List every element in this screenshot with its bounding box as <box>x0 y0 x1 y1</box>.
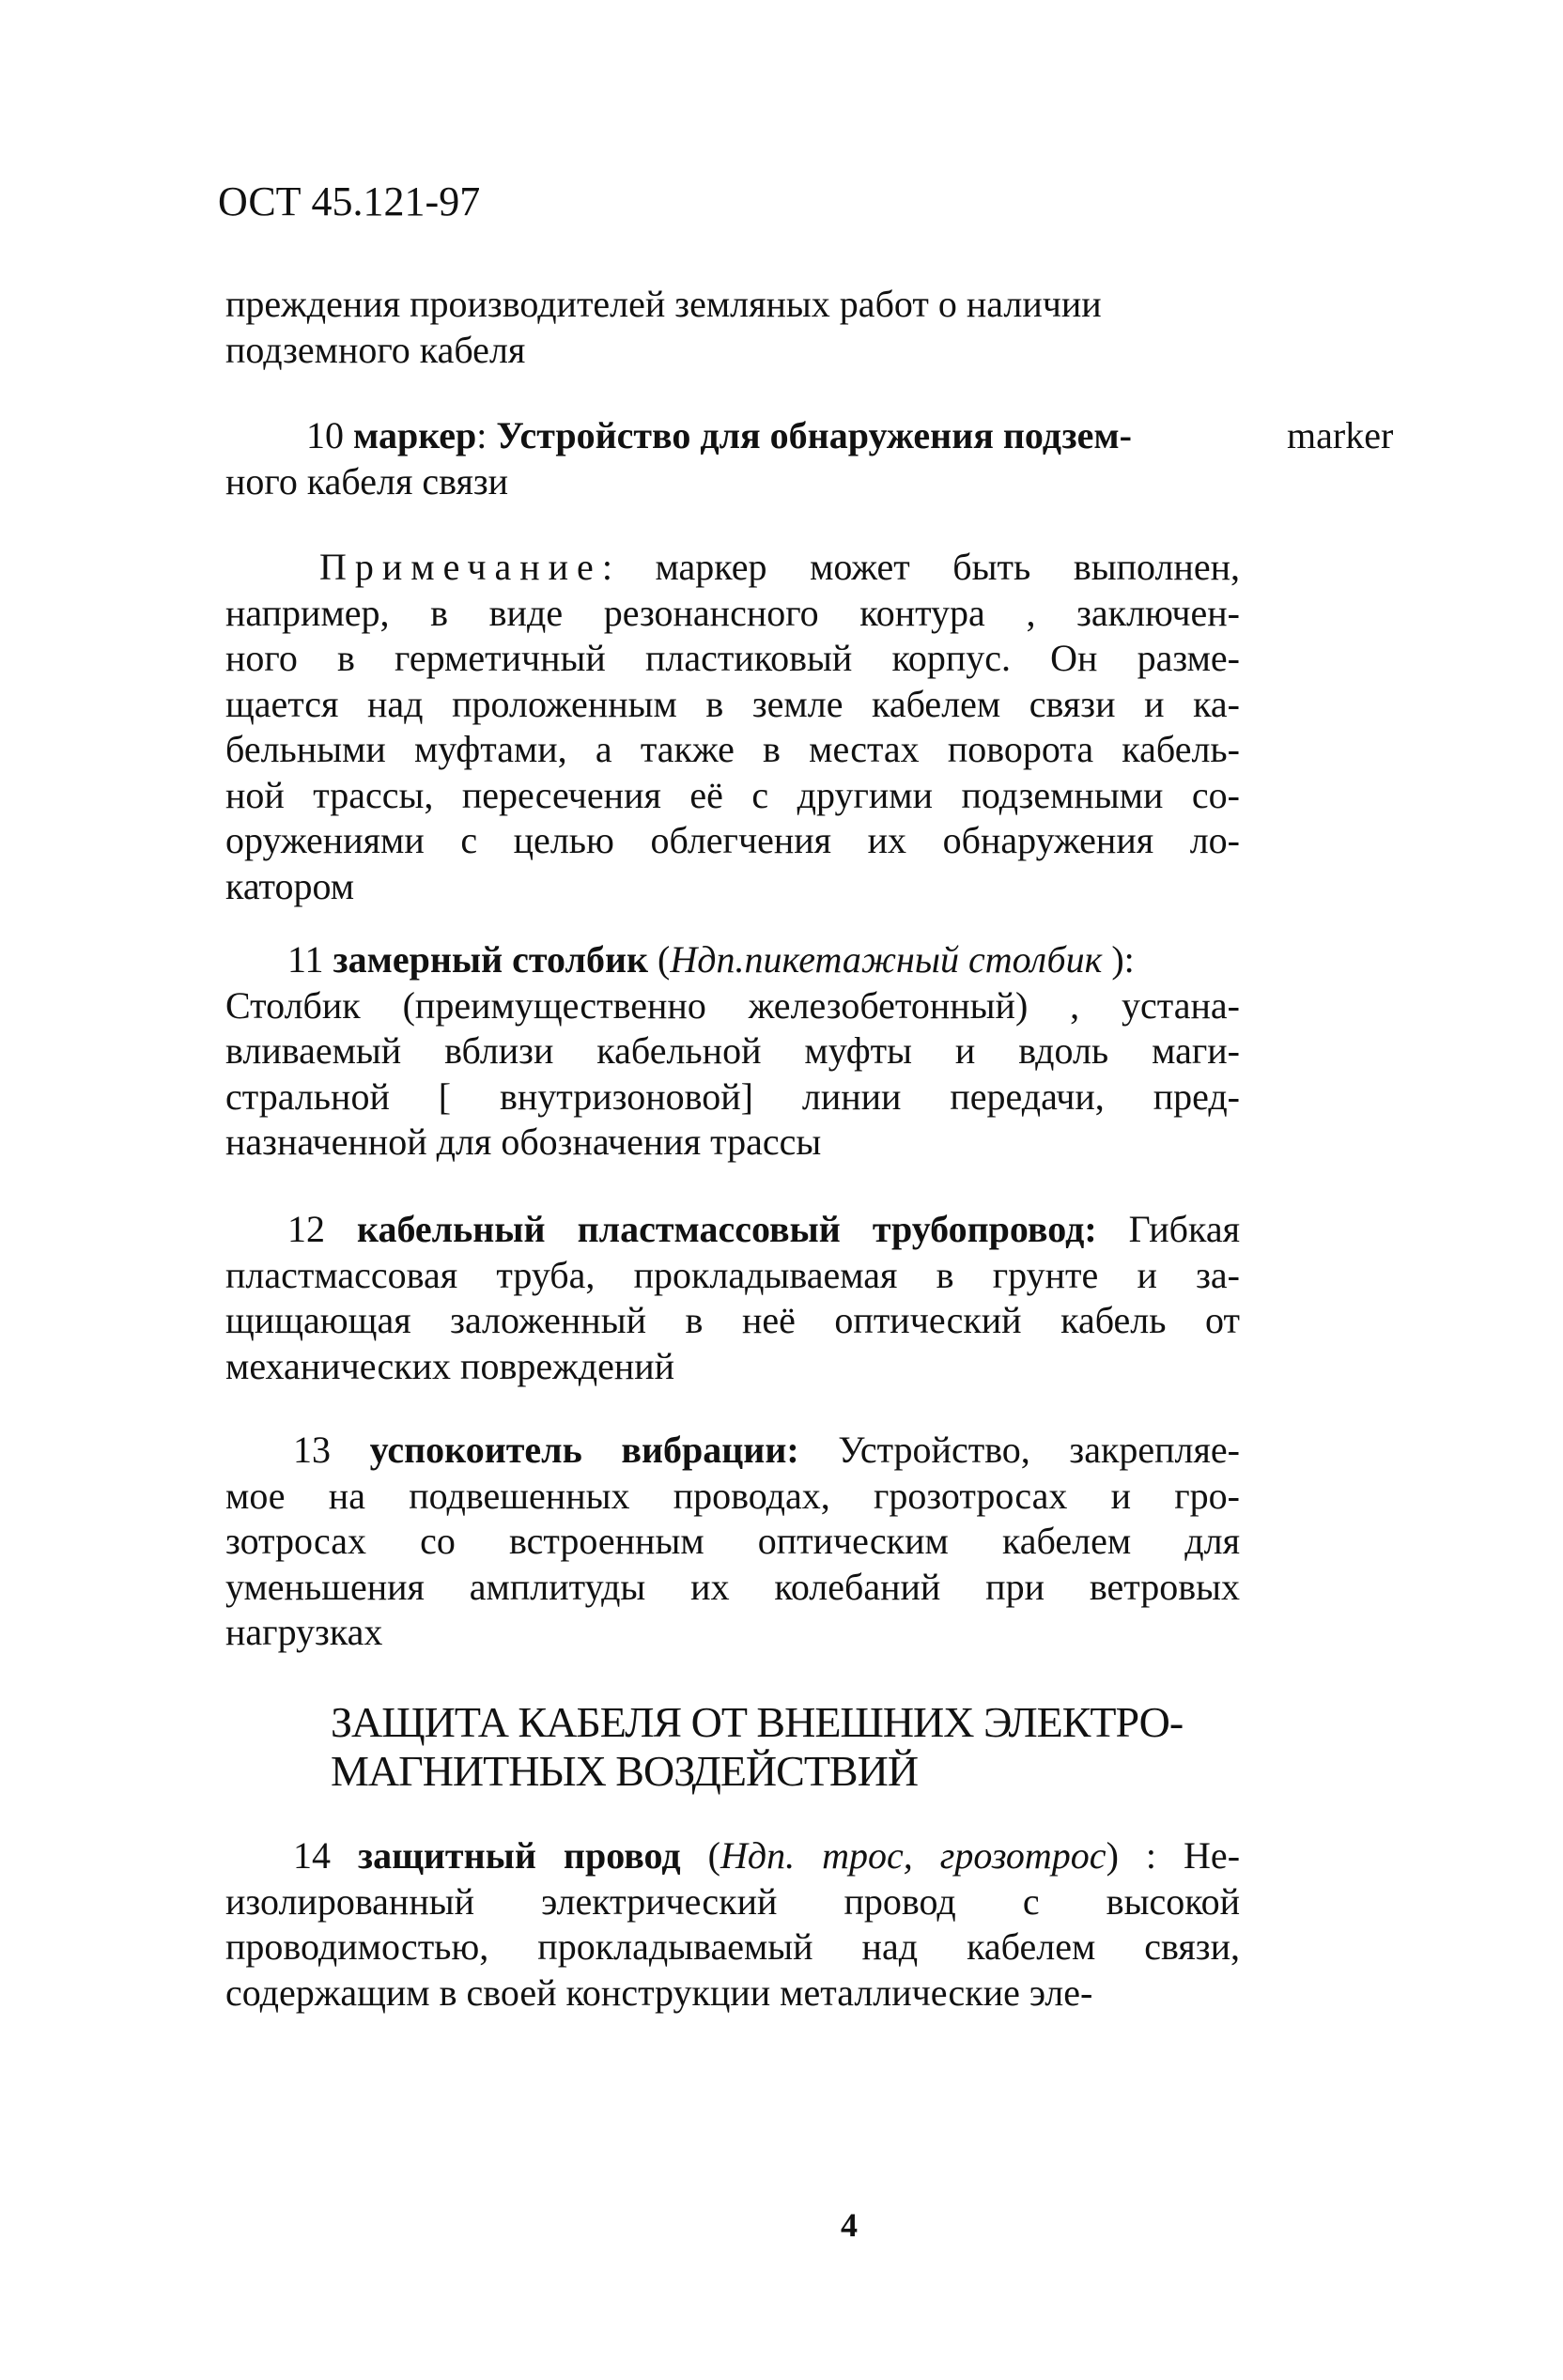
term-definition: Устройство для обнаружения подзем- <box>487 414 1132 456</box>
paragraph-line: бельными муфтами, а также в местах поворота кабель- <box>225 728 1240 770</box>
term-14-first-line <box>225 1833 1240 1879</box>
term-number: 12 <box>287 1208 325 1250</box>
paragraph-line: Столбик (преимущественно железобетонный) , устана- <box>225 983 1240 1027</box>
term-14-entry <box>225 1833 1240 2016</box>
term-name: защитный провод <box>358 1834 681 1877</box>
paragraph-line: зотросах со встроенным оптическим кабелем для <box>225 1520 1240 1562</box>
term-number: 10 <box>306 414 344 456</box>
paragraph-line: нагрузках <box>225 1611 383 1653</box>
paragraph-line: например, в виде резонансного контура , заключен- <box>225 591 1240 634</box>
term-10-first-line <box>225 413 1240 459</box>
term-number: 14 <box>293 1834 331 1877</box>
section-heading <box>331 1698 1270 1796</box>
term-11-entry <box>225 937 1240 1166</box>
paragraph-line: вливаемый вблизи кабельной муфты и вдоль маги- <box>225 1029 1240 1072</box>
term-number: 13 <box>293 1429 331 1471</box>
term-paren-close: ): <box>1102 938 1135 981</box>
paragraph-line: стральной [ внутризоновой] линии передачи, пред- <box>225 1074 1240 1118</box>
term-separator: : <box>476 414 487 456</box>
term-number: 11 <box>287 938 324 981</box>
term-paren-close: ) : <box>1106 1834 1157 1877</box>
term-paren-open: ( <box>648 938 671 981</box>
paragraph-line: мое на подвешенных проводах, грозотросах и гро- <box>225 1474 1240 1517</box>
note-text: маркер может быть выполнен, <box>611 546 1240 588</box>
note-label: Примечание <box>319 546 602 588</box>
term-13-first-line <box>225 1428 1240 1474</box>
paragraph-line: содержащим в своей конструкции металлические эле- <box>225 1970 1093 2014</box>
paragraph-line: пластмассовая труба, прокладываемая в грунте и за- <box>225 1253 1240 1296</box>
page-number: 4 <box>841 2206 858 2244</box>
paragraph-line: катором <box>225 864 355 907</box>
term-alt: Ндп.пикетажный столбик <box>670 938 1103 981</box>
term-definition: Не- <box>1156 1834 1241 1877</box>
term-alt: Ндп. трос, грозотрос <box>720 1834 1106 1877</box>
term-10-entry <box>225 413 1240 504</box>
paragraph-line: механических повреждений <box>225 1344 675 1387</box>
term-paren-open: ( <box>680 1834 720 1877</box>
term-12-entry <box>225 1207 1240 1389</box>
paragraph-line: ного кабеля связи <box>225 459 509 502</box>
paragraph-line: изолированный электрический провод с высокой <box>225 1879 1240 1923</box>
term-13-entry <box>225 1428 1240 1656</box>
note-colon: : <box>601 546 612 588</box>
continuation-paragraph <box>225 282 1240 373</box>
paragraph-line: щается над проложенным в земле кабелем связи и ка- <box>225 682 1240 725</box>
heading-line: МАГНИТНЫХ ВОЗДЕЙСТВИЙ <box>331 1747 919 1795</box>
note-paragraph <box>225 545 1240 909</box>
paragraph-line: преждения производителей земляных работ о наличии <box>225 283 1102 325</box>
term-12-first-line <box>225 1207 1240 1253</box>
paragraph-line: оружениями с целью облегчения их обнаружения ло- <box>225 819 1240 861</box>
term-name: замерный столбик <box>333 938 649 981</box>
term-11-first-line <box>225 937 1240 983</box>
paragraph-line: подземного кабеля <box>225 328 526 371</box>
term-name: кабельный пластмассовый трубопровод: <box>357 1208 1097 1250</box>
term-name: успокоитель вибрации: <box>369 1429 799 1471</box>
paragraph-line: щищающая заложенный в неё оптический кабель от <box>225 1299 1240 1341</box>
paragraph-line: проводимостью, прокладываемый над кабелем связи, <box>225 1925 1240 1968</box>
heading-line: ЗАЩИТА КАБЕЛЯ ОТ ВНЕШНИХ ЭЛЕКТРО- <box>331 1698 1184 1746</box>
paragraph-line: назначенной для обозначения трассы <box>225 1120 822 1163</box>
paragraph-line: уменьшения амплитуды их колебаний при ветровых <box>225 1565 1240 1608</box>
document-code: ОСТ 45.121-97 <box>218 178 481 224</box>
term-definition: Гибкая <box>1096 1208 1241 1250</box>
english-term-marker: marker <box>1287 414 1394 456</box>
term-definition: Устройство, закрепляе- <box>798 1429 1240 1471</box>
term-name: маркер <box>353 414 477 456</box>
paragraph-line: ной трассы, пересечения её с другими подземными со- <box>225 773 1240 816</box>
paragraph-line: ного в герметичный пластиковый корпус. Он разме- <box>225 637 1240 679</box>
note-first-line <box>225 545 1240 591</box>
